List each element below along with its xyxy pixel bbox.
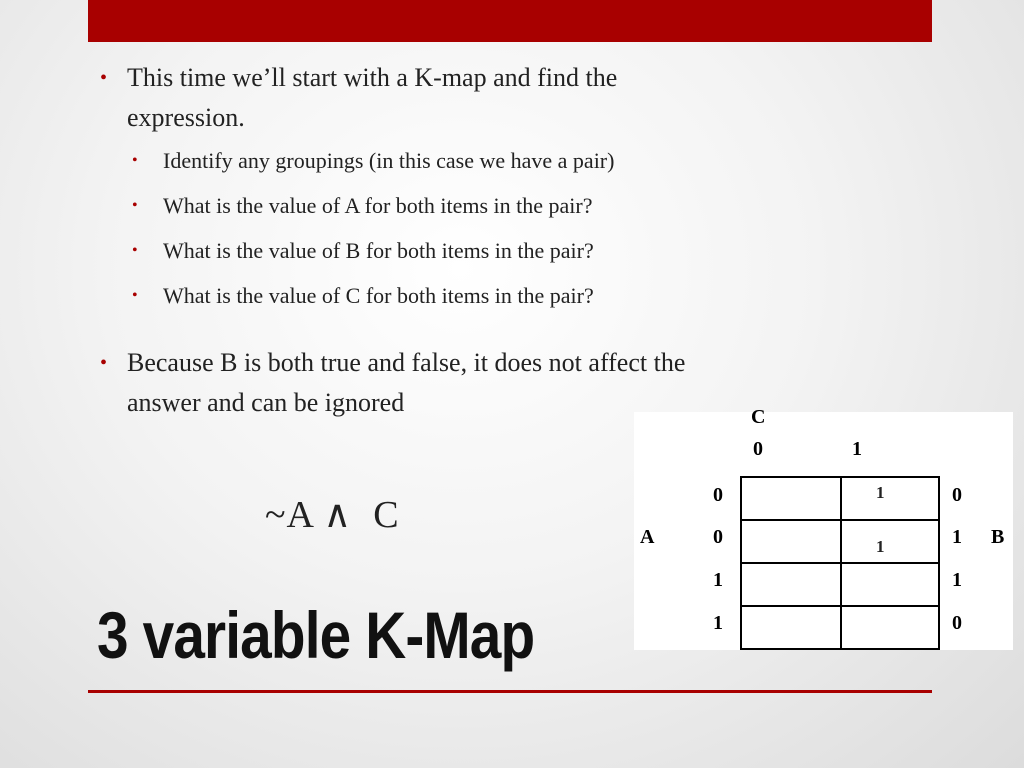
kmap-row-var-label-b: B — [991, 526, 1005, 548]
sub-bullet-item — [100, 228, 900, 273]
bullet-item — [100, 58, 900, 138]
kmap-cell-value: 1 — [876, 483, 885, 502]
kmap-cell — [840, 476, 940, 521]
bullet-item — [100, 343, 900, 423]
bullet-text: Because B is both true and false, it does not affect the — [127, 348, 686, 377]
bullet-icon: • — [132, 152, 138, 169]
kmap-cell — [840, 519, 940, 564]
kmap-cell — [740, 605, 842, 650]
kmap-col-value: 1 — [852, 438, 862, 460]
kmap-col-var-label: C — [751, 406, 766, 428]
sub-bullet-item — [100, 273, 900, 318]
sub-bullet-text: What is the value of B for both items in the pair? — [163, 238, 594, 263]
bullet-icon: • — [100, 352, 108, 374]
sub-bullet-item — [100, 138, 900, 183]
bullet-text: expression. — [127, 103, 245, 132]
kmap-col-value: 0 — [753, 438, 763, 460]
bottom-accent-rule — [88, 690, 932, 693]
bullet-icon: • — [132, 197, 138, 214]
sub-bullet-text: Identify any groupings (in this case we have a pair) — [163, 148, 615, 173]
kmap-a-value: 0 — [713, 484, 723, 506]
bullet-icon: • — [132, 242, 138, 259]
sub-bullet-text: What is the value of C for both items in the pair? — [163, 283, 594, 308]
kmap-a-value: 0 — [713, 526, 723, 548]
kmap-cell — [740, 476, 842, 521]
kmap-b-value: 0 — [952, 484, 962, 506]
kmap-a-value: 1 — [713, 569, 723, 591]
boolean-expression: ~A ∧ C — [265, 494, 400, 536]
kmap-row-var-label-a: A — [640, 526, 655, 548]
kmap-grid — [740, 476, 940, 650]
kmap-b-value: 1 — [952, 526, 962, 548]
kmap-figure — [634, 406, 1013, 650]
kmap-cell — [740, 562, 842, 607]
bullet-text: answer and can be ignored — [127, 388, 405, 417]
kmap-a-value: 1 — [713, 612, 723, 634]
bullet-text: This time we’ll start with a K-map and find the — [127, 63, 618, 92]
kmap-cell — [840, 605, 940, 650]
kmap-cell — [740, 519, 842, 564]
top-accent-bar — [88, 0, 932, 42]
sub-bullet-item — [100, 183, 900, 228]
slide-title: 3 variable K-Map — [97, 598, 535, 672]
sub-bullet-text: What is the value of A for both items in the pair? — [163, 193, 593, 218]
kmap-cell — [840, 562, 940, 607]
bullet-icon: • — [132, 287, 138, 304]
kmap-cell-value: 1 — [876, 537, 885, 556]
bullet-list — [100, 58, 900, 423]
kmap-b-value: 0 — [952, 612, 962, 634]
bullet-icon: • — [100, 67, 108, 89]
kmap-b-value: 1 — [952, 569, 962, 591]
